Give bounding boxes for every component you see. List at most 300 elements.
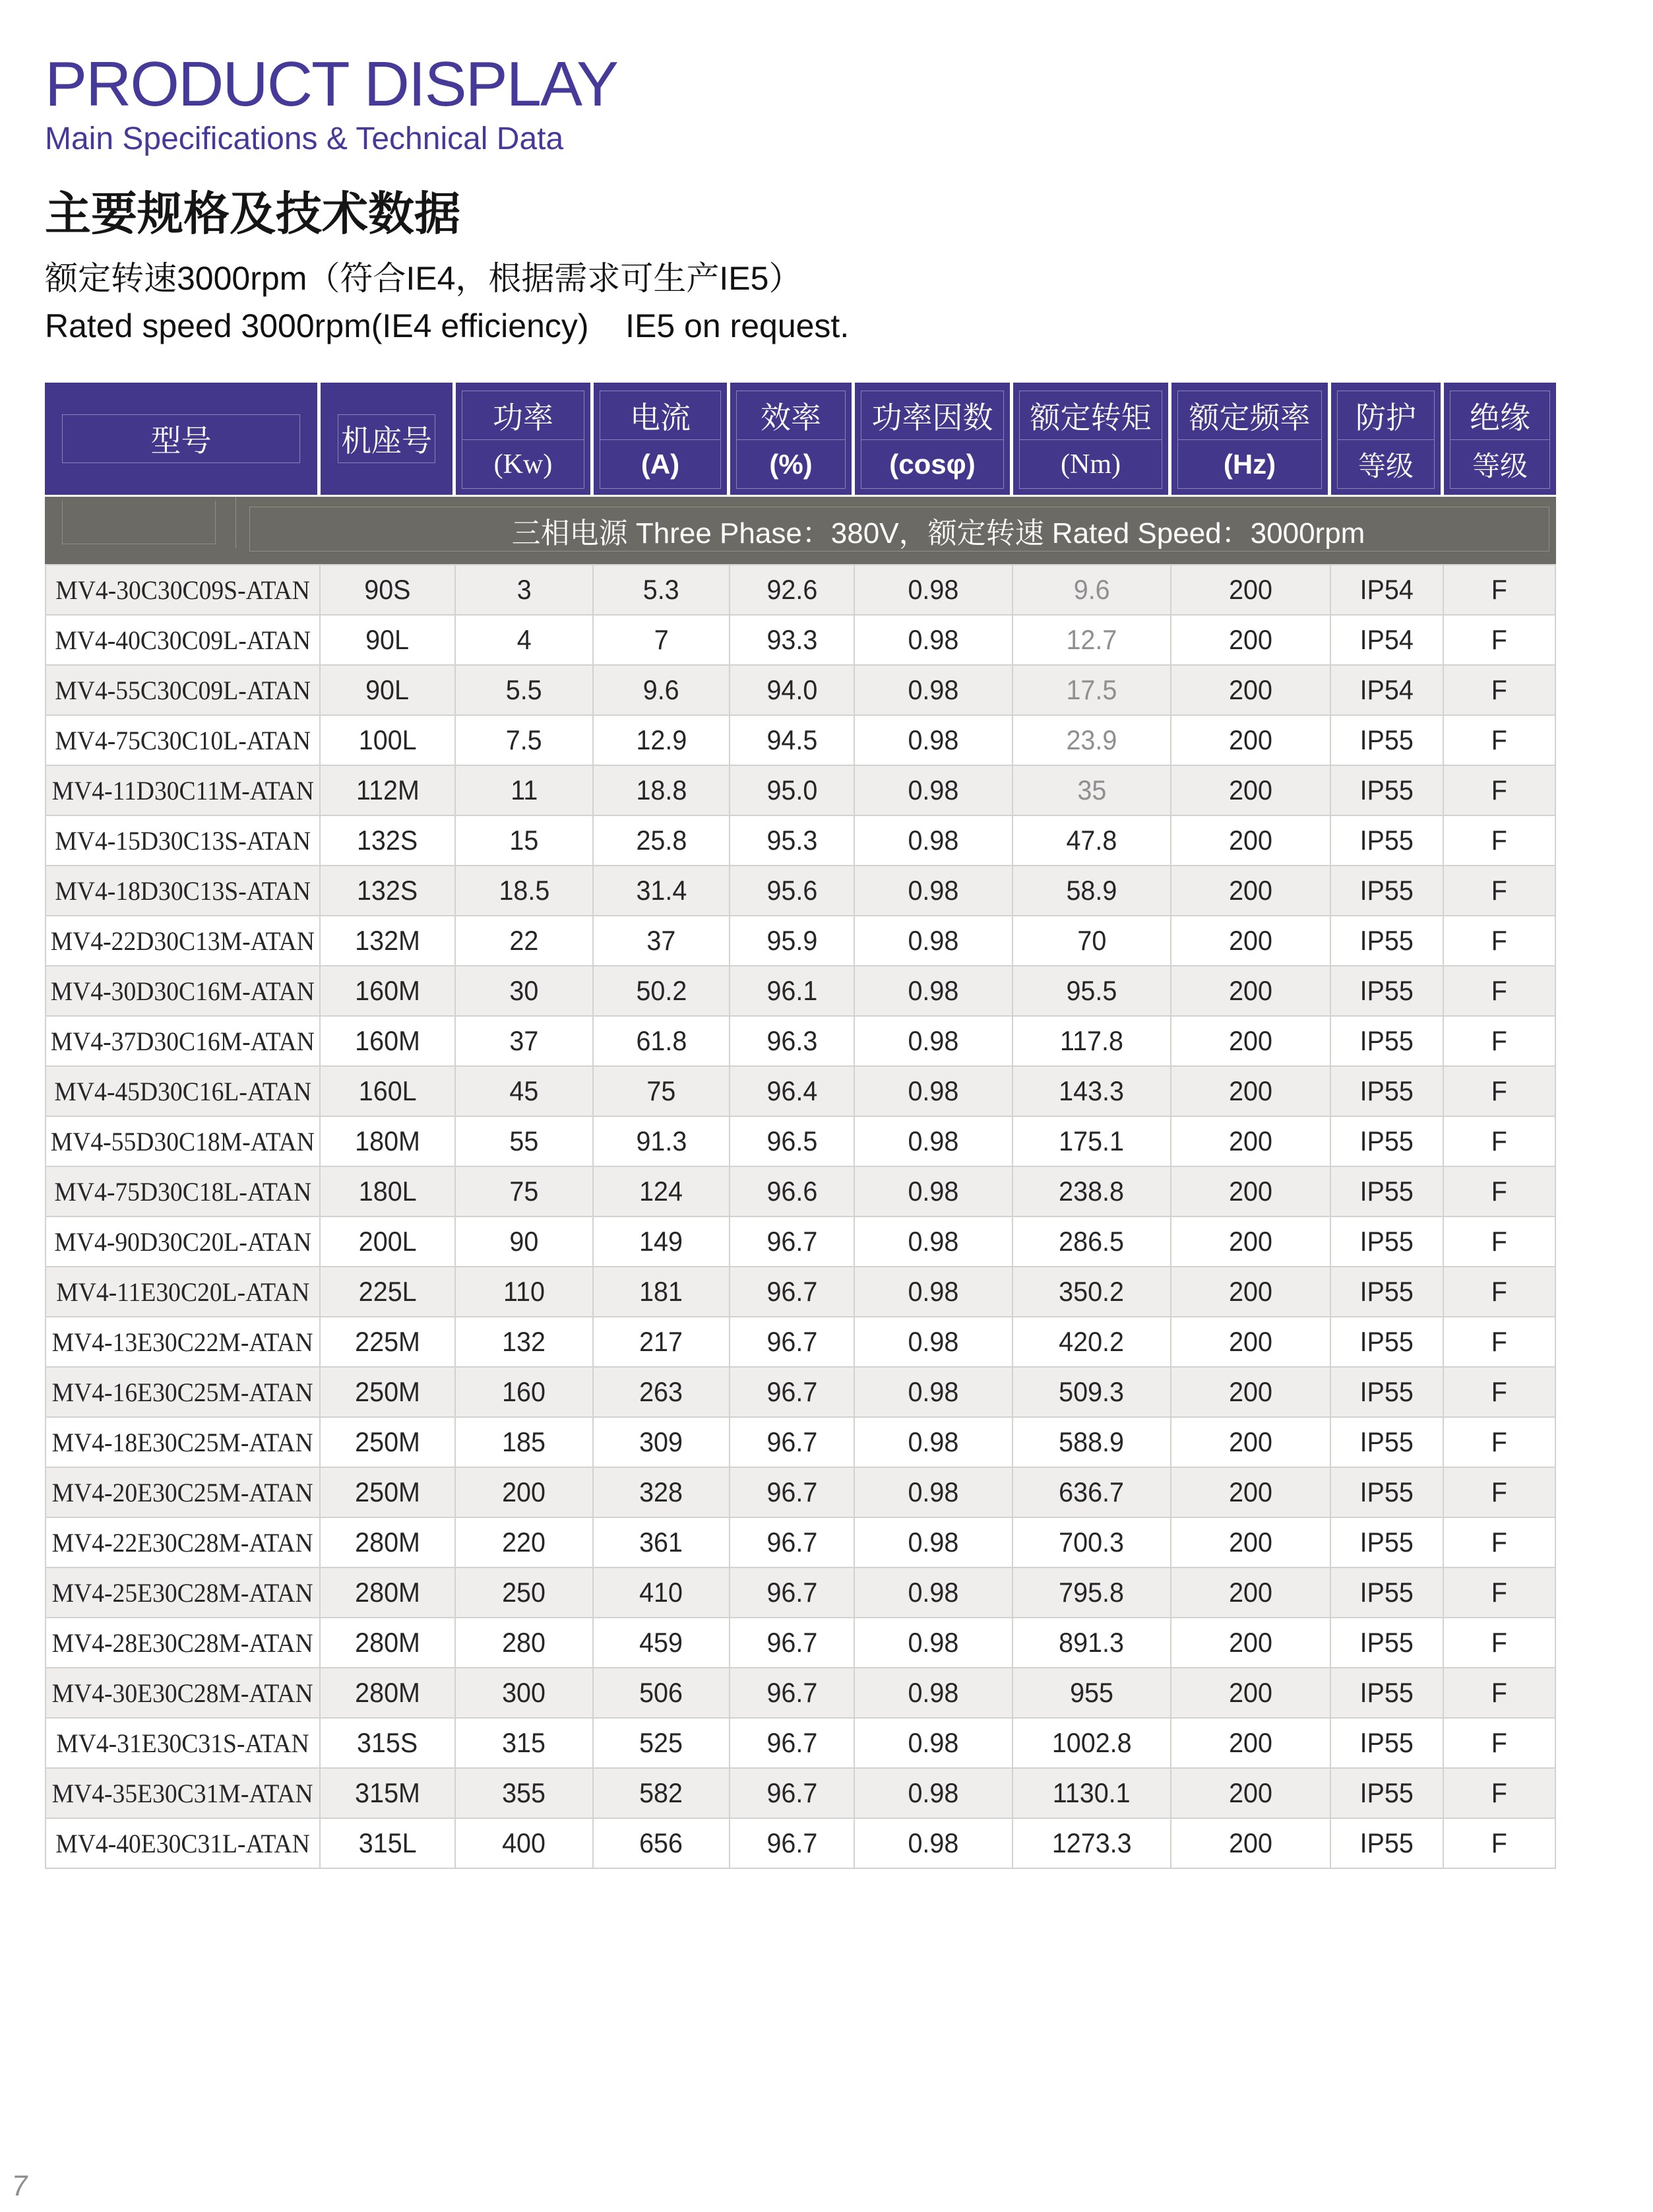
table-cell: 420.2 [1013, 1317, 1171, 1368]
table-cell: F [1444, 565, 1556, 616]
table-cell: IP55 [1331, 1518, 1444, 1568]
table-cell: 361 [594, 1518, 730, 1568]
table-cell: 96.1 [730, 966, 855, 1017]
header-cell-frame [462, 391, 584, 489]
table-cell: 400 [456, 1819, 594, 1869]
table-cell: 23.9 [1013, 716, 1171, 766]
table-cell: 90 [456, 1217, 594, 1267]
table-cell: 200 [1171, 866, 1331, 916]
table-cell: 200 [1171, 1418, 1331, 1468]
header-cell-frame [1450, 391, 1550, 489]
table-cell: 0.98 [855, 1719, 1013, 1769]
table-cell: 509.3 [1013, 1368, 1171, 1418]
table-cell: 35 [1013, 766, 1171, 816]
table-cell: IP55 [1331, 866, 1444, 916]
table-row [45, 966, 1556, 1017]
table-cell: MV4-18D30C13S-ATAN [45, 866, 321, 916]
column-header-7 [1013, 383, 1171, 495]
column-header-6 [855, 383, 1013, 495]
table-cell: IP55 [1331, 1568, 1444, 1618]
spec-table [45, 383, 1556, 1869]
table-cell: 315S [321, 1719, 456, 1769]
table-cell: MV4-22E30C28M-ATAN [45, 1518, 321, 1568]
table-cell: 112M [321, 766, 456, 816]
header-cell-frame [1177, 391, 1322, 489]
column-header-10 [1444, 383, 1556, 495]
table-cell: 45 [456, 1067, 594, 1117]
table-cell: MV4-35E30C31M-ATAN [45, 1769, 321, 1819]
band-divider-line [235, 497, 236, 548]
table-cell: 200 [1171, 616, 1331, 666]
table-cell: 75 [594, 1067, 730, 1117]
table-cell: F [1444, 1317, 1556, 1368]
table-cell: 200 [456, 1468, 594, 1518]
table-cell: 96.7 [730, 1468, 855, 1518]
header-cell-frame [600, 391, 721, 489]
table-row [45, 716, 1556, 766]
table-cell: 160M [321, 1017, 456, 1067]
header-cell-frame [861, 391, 1004, 489]
table-cell: F [1444, 1267, 1556, 1317]
table-cell: 200 [1171, 1067, 1331, 1117]
column-header-5 [730, 383, 855, 495]
table-cell: 100L [321, 716, 456, 766]
table-cell: F [1444, 1668, 1556, 1719]
table-cell: 220 [456, 1518, 594, 1568]
table-cell: IP55 [1331, 916, 1444, 966]
table-cell: 200 [1171, 666, 1331, 716]
table-row [45, 1468, 1556, 1518]
table-cell: 200 [1171, 1167, 1331, 1217]
heading-chinese: 主要规格及技术数据 [45, 188, 460, 239]
table-cell: MV4-45D30C16L-ATAN [45, 1067, 321, 1117]
table-cell: MV4-40E30C31L-ATAN [45, 1819, 321, 1869]
table-cell: 96.7 [730, 1267, 855, 1317]
table-cell: 0.98 [855, 1769, 1013, 1819]
table-cell: 18.8 [594, 766, 730, 816]
table-cell: 0.98 [855, 716, 1013, 766]
table-cell: 350.2 [1013, 1267, 1171, 1317]
table-row [45, 1769, 1556, 1819]
table-cell: MV4-30E30C28M-ATAN [45, 1668, 321, 1719]
table-cell: 93.3 [730, 616, 855, 666]
table-cell: 200 [1171, 1769, 1331, 1819]
column-unit: (%) [769, 448, 813, 480]
power-supply-band [45, 495, 1556, 564]
table-row [45, 1819, 1556, 1869]
table-cell: F [1444, 816, 1556, 866]
table-cell: 94.5 [730, 716, 855, 766]
table-cell: 96.7 [730, 1418, 855, 1468]
table-cell: 95.9 [730, 916, 855, 966]
table-cell: MV4-31E30C31S-ATAN [45, 1719, 321, 1769]
table-row [45, 1167, 1556, 1217]
table-cell: 96.7 [730, 1568, 855, 1618]
table-cell: IP55 [1331, 1468, 1444, 1518]
table-cell: 955 [1013, 1668, 1171, 1719]
table-cell: 90S [321, 565, 456, 616]
table-cell: 25.8 [594, 816, 730, 866]
table-cell: 96.7 [730, 1618, 855, 1668]
column-title: 电流 [630, 400, 691, 435]
table-cell: 286.5 [1013, 1217, 1171, 1267]
table-cell: F [1444, 1568, 1556, 1618]
header-cell-frame [736, 391, 846, 489]
table-cell: 18.5 [456, 866, 594, 916]
table-cell: 110 [456, 1267, 594, 1317]
column-unit: (A) [640, 448, 680, 480]
table-cell: F [1444, 916, 1556, 966]
table-cell: 132M [321, 916, 456, 966]
table-cell: 61.8 [594, 1017, 730, 1067]
table-cell: 9.6 [594, 666, 730, 716]
table-cell: 0.98 [855, 1468, 1013, 1518]
catalog-page [0, 49, 1653, 1869]
table-cell: 300 [456, 1668, 594, 1719]
table-cell: 3 [456, 565, 594, 616]
header-cell-frame [1019, 391, 1162, 489]
column-unit: (Hz) [1223, 448, 1276, 480]
table-cell: 200L [321, 1217, 456, 1267]
column-title: 绝缘 [1470, 400, 1530, 435]
table-row [45, 1267, 1556, 1317]
table-cell: F [1444, 766, 1556, 816]
table-cell: 280 [456, 1618, 594, 1668]
table-cell: MV4-37D30C16M-ATAN [45, 1017, 321, 1067]
table-cell: MV4-11D30C11M-ATAN [45, 766, 321, 816]
header-cell-frame [1337, 391, 1435, 489]
table-cell: 17.5 [1013, 666, 1171, 716]
column-header-1 [45, 383, 321, 495]
table-cell: 0.98 [855, 1267, 1013, 1317]
table-cell: 0.98 [855, 1418, 1013, 1468]
table-cell: 795.8 [1013, 1568, 1171, 1618]
table-header-row [45, 383, 1556, 495]
column-header-3 [456, 383, 594, 495]
table-cell: 96.6 [730, 1167, 855, 1217]
table-cell: 891.3 [1013, 1618, 1171, 1668]
table-cell: 250 [456, 1568, 594, 1618]
table-cell: 200 [1171, 1719, 1331, 1769]
table-cell: 11 [456, 766, 594, 816]
table-cell: 37 [456, 1017, 594, 1067]
column-unit: (cosφ) [889, 448, 976, 480]
table-cell: 7.5 [456, 716, 594, 766]
table-cell: 280M [321, 1618, 456, 1668]
table-cell: MV4-15D30C13S-ATAN [45, 816, 321, 866]
column-title: 额定频率 [1189, 400, 1311, 435]
table-cell: 1273.3 [1013, 1819, 1171, 1869]
table-cell: 160M [321, 966, 456, 1017]
table-cell: 200 [1171, 1317, 1331, 1368]
table-cell: 96.3 [730, 1017, 855, 1067]
table-cell: 75 [456, 1167, 594, 1217]
table-cell: 225M [321, 1317, 456, 1368]
table-cell: 92.6 [730, 565, 855, 616]
table-cell: 180M [321, 1117, 456, 1167]
table-cell: 200 [1171, 1217, 1331, 1267]
table-cell: 0.98 [855, 565, 1013, 616]
table-cell: 200 [1171, 716, 1331, 766]
table-row [45, 1418, 1556, 1468]
table-cell: IP55 [1331, 1017, 1444, 1067]
table-cell: 4 [456, 616, 594, 666]
table-cell: 149 [594, 1217, 730, 1267]
table-cell: 0.98 [855, 1668, 1013, 1719]
table-cell: 7 [594, 616, 730, 666]
table-row [45, 1668, 1556, 1719]
table-cell: 95.0 [730, 766, 855, 816]
table-cell: IP55 [1331, 1317, 1444, 1368]
table-cell: 132S [321, 816, 456, 866]
table-cell: 95.3 [730, 816, 855, 866]
table-row [45, 1317, 1556, 1368]
table-cell: F [1444, 1418, 1556, 1468]
table-cell: 0.98 [855, 1167, 1013, 1217]
table-cell: 0.98 [855, 866, 1013, 916]
table-cell: IP55 [1331, 1719, 1444, 1769]
table-cell: 96.7 [730, 1668, 855, 1719]
table-cell: IP54 [1331, 616, 1444, 666]
table-cell: F [1444, 1468, 1556, 1518]
table-row [45, 1017, 1556, 1067]
table-cell: IP55 [1331, 766, 1444, 816]
column-header-8 [1171, 383, 1331, 495]
table-cell: 656 [594, 1819, 730, 1869]
table-cell: 200 [1171, 1468, 1331, 1518]
table-cell: 91.3 [594, 1117, 730, 1167]
table-cell: 200 [1171, 916, 1331, 966]
table-cell: 200 [1171, 1568, 1331, 1618]
table-cell: MV4-20E30C25M-ATAN [45, 1468, 321, 1518]
table-cell: 636.7 [1013, 1468, 1171, 1518]
table-cell: IP55 [1331, 1769, 1444, 1819]
table-row [45, 916, 1556, 966]
table-row [45, 866, 1556, 916]
rated-speed-note-en: Rated speed 3000rpm(IE4 efficiency) IE5 on request. [45, 307, 850, 344]
table-cell: 0.98 [855, 1368, 1013, 1418]
column-unit: 等级 [1472, 451, 1528, 482]
table-cell: 95.5 [1013, 966, 1171, 1017]
table-cell: 22 [456, 916, 594, 966]
table-cell: IP55 [1331, 1267, 1444, 1317]
rated-speed-note-cn: 额定转速3000rpm（符合IE4，根据需求可生产IE5） [45, 260, 802, 297]
table-cell: MV4-13E30C22M-ATAN [45, 1317, 321, 1368]
table-row [45, 1368, 1556, 1418]
table-cell: 5.3 [594, 565, 730, 616]
table-cell: 37 [594, 916, 730, 966]
table-cell: MV4-40C30C09L-ATAN [45, 616, 321, 666]
table-cell: 50.2 [594, 966, 730, 1017]
table-cell: 0.98 [855, 1618, 1013, 1668]
column-unit: (Kw) [493, 449, 553, 480]
table-cell: 0.98 [855, 1317, 1013, 1368]
table-cell: 250M [321, 1368, 456, 1418]
table-cell: 0.98 [855, 1819, 1013, 1869]
table-cell: 459 [594, 1618, 730, 1668]
page-subtitle: Main Specifications & Technical Data [45, 121, 564, 156]
table-cell: 96.7 [730, 1719, 855, 1769]
page-number: 7 [9, 2170, 30, 2202]
table-row [45, 1518, 1556, 1568]
table-cell: 143.3 [1013, 1067, 1171, 1117]
table-cell: 160 [456, 1368, 594, 1418]
table-cell: 200 [1171, 1017, 1331, 1067]
table-cell: IP55 [1331, 1618, 1444, 1668]
table-cell: 0.98 [855, 966, 1013, 1017]
table-cell: F [1444, 1368, 1556, 1418]
table-cell: F [1444, 966, 1556, 1017]
table-cell: 96.7 [730, 1217, 855, 1267]
table-cell: 328 [594, 1468, 730, 1518]
table-cell: 506 [594, 1668, 730, 1719]
table-cell: IP55 [1331, 1217, 1444, 1267]
table-row [45, 616, 1556, 666]
table-cell: 30 [456, 966, 594, 1017]
table-cell: 90L [321, 616, 456, 666]
column-header-4 [594, 383, 730, 495]
table-cell: 58.9 [1013, 866, 1171, 916]
table-cell: F [1444, 1067, 1556, 1117]
table-row [45, 1719, 1556, 1769]
table-cell: F [1444, 1618, 1556, 1668]
table-cell: MV4-28E30C28M-ATAN [45, 1618, 321, 1668]
table-cell: 55 [456, 1117, 594, 1167]
table-cell: F [1444, 1117, 1556, 1167]
table-cell: 96.7 [730, 1819, 855, 1869]
table-cell: 96.7 [730, 1368, 855, 1418]
table-row [45, 565, 1556, 616]
table-row [45, 666, 1556, 716]
table-cell: IP55 [1331, 1067, 1444, 1117]
table-cell: MV4-18E30C25M-ATAN [45, 1418, 321, 1468]
table-row [45, 816, 1556, 866]
table-cell: 132 [456, 1317, 594, 1368]
table-cell: MV4-75C30C10L-ATAN [45, 716, 321, 766]
table-cell: 0.98 [855, 1067, 1013, 1117]
table-cell: F [1444, 1719, 1556, 1769]
table-cell: F [1444, 616, 1556, 666]
table-cell: 31.4 [594, 866, 730, 916]
table-cell: IP55 [1331, 1668, 1444, 1719]
table-cell: 200 [1171, 766, 1331, 816]
table-cell: IP55 [1331, 1418, 1444, 1468]
table-row [45, 1568, 1556, 1618]
table-cell: 525 [594, 1719, 730, 1769]
table-cell: 70 [1013, 916, 1171, 966]
column-title: 防护 [1356, 400, 1416, 435]
table-cell: 200 [1171, 1267, 1331, 1317]
table-cell: 0.98 [855, 1217, 1013, 1267]
page-title: PRODUCT DISPLAY [45, 49, 617, 119]
table-cell: 5.5 [456, 666, 594, 716]
table-cell: IP54 [1331, 565, 1444, 616]
table-cell: MV4-30C30C09S-ATAN [45, 565, 321, 616]
table-cell: 280M [321, 1668, 456, 1719]
table-cell: MV4-25E30C28M-ATAN [45, 1568, 321, 1618]
header-cell-frame [338, 414, 435, 463]
column-title: 机座号 [341, 424, 432, 458]
table-cell: 132S [321, 866, 456, 916]
table-cell: F [1444, 1819, 1556, 1869]
table-cell: F [1444, 666, 1556, 716]
table-cell: 0.98 [855, 666, 1013, 716]
header-cell-frame [62, 414, 300, 463]
table-cell: 217 [594, 1317, 730, 1368]
table-cell: MV4-16E30C25M-ATAN [45, 1368, 321, 1418]
column-title: 型号 [150, 424, 212, 458]
table-cell: F [1444, 1217, 1556, 1267]
table-cell: 200 [1171, 1368, 1331, 1418]
table-cell: 96.7 [730, 1518, 855, 1568]
table-cell: 315 [456, 1719, 594, 1769]
table-cell: 160L [321, 1067, 456, 1117]
table-cell: 96.4 [730, 1067, 855, 1117]
table-cell: 225L [321, 1267, 456, 1317]
table-cell: MV4-22D30C13M-ATAN [45, 916, 321, 966]
table-cell: 1130.1 [1013, 1769, 1171, 1819]
column-title: 功率 [493, 400, 553, 435]
table-cell: 315M [321, 1769, 456, 1819]
table-cell: 124 [594, 1167, 730, 1217]
table-cell: MV4-55C30C09L-ATAN [45, 666, 321, 716]
table-cell: 175.1 [1013, 1117, 1171, 1167]
table-cell: 96.5 [730, 1117, 855, 1167]
table-cell: 200 [1171, 966, 1331, 1017]
table-cell: 94.0 [730, 666, 855, 716]
column-title: 额定转矩 [1030, 400, 1152, 435]
table-cell: 9.6 [1013, 565, 1171, 616]
table-cell: 0.98 [855, 766, 1013, 816]
table-cell: 700.3 [1013, 1518, 1171, 1568]
table-cell: MV4-90D30C20L-ATAN [45, 1217, 321, 1267]
table-cell: 1002.8 [1013, 1719, 1171, 1769]
column-unit: 等级 [1357, 451, 1414, 482]
table-cell: 12.7 [1013, 616, 1171, 666]
table-cell: IP54 [1331, 666, 1444, 716]
table-cell: F [1444, 1167, 1556, 1217]
table-cell: IP55 [1331, 1819, 1444, 1869]
table-cell: 200 [1171, 1518, 1331, 1568]
table-cell: F [1444, 716, 1556, 766]
table-cell: 0.98 [855, 816, 1013, 866]
table-cell: IP55 [1331, 816, 1444, 866]
column-header-9 [1331, 383, 1444, 495]
table-row [45, 1117, 1556, 1167]
table-cell: MV4-30D30C16M-ATAN [45, 966, 321, 1017]
table-cell: IP55 [1331, 1167, 1444, 1217]
table-cell: 200 [1171, 816, 1331, 866]
table-cell: 47.8 [1013, 816, 1171, 866]
table-cell: 582 [594, 1769, 730, 1819]
table-cell: 200 [1171, 565, 1331, 616]
column-unit: (Nm) [1061, 449, 1121, 480]
power-supply-text: 三相电源 Three Phase：380V，额定转速 Rated Speed：3000rpm [511, 517, 1365, 550]
table-cell: IP55 [1331, 716, 1444, 766]
table-row [45, 766, 1556, 816]
table-cell: 96.7 [730, 1317, 855, 1368]
table-cell: 200 [1171, 1117, 1331, 1167]
table-cell: F [1444, 866, 1556, 916]
table-cell: 280M [321, 1568, 456, 1618]
table-cell: IP55 [1331, 966, 1444, 1017]
table-cell: F [1444, 1769, 1556, 1819]
table-cell: 0.98 [855, 916, 1013, 966]
table-cell: 263 [594, 1368, 730, 1418]
table-cell: 200 [1171, 1819, 1331, 1869]
table-cell: 185 [456, 1418, 594, 1468]
table-cell: 0.98 [855, 1518, 1013, 1568]
